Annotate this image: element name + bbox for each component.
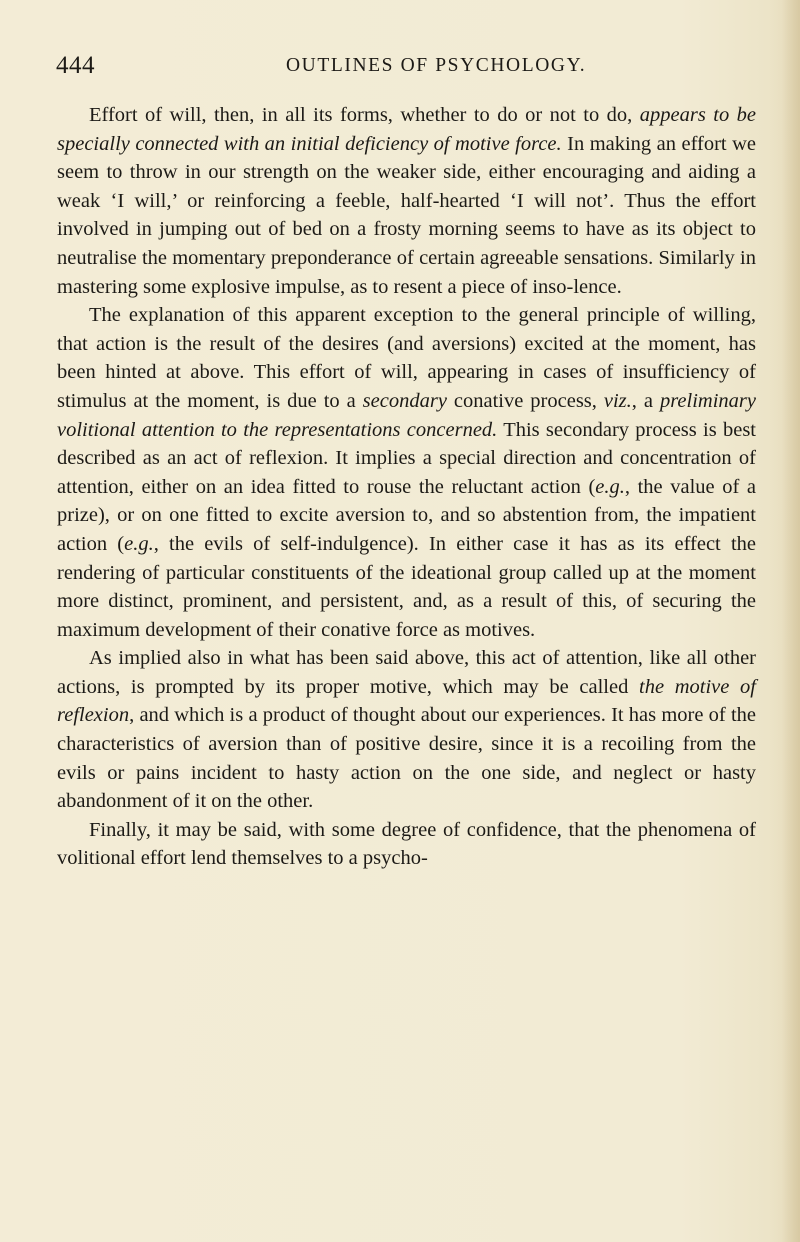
text-span: , a: [631, 389, 660, 412]
text-span: Finally, it may be said, with some degree of confidence, that the phenomena of volitional effort lend themselves to a psycho-: [57, 818, 756, 870]
text-span: In making an effort we seem to throw in our strength on the weaker side, either encouraging and aiding a weak ‘I will,’ or reinforcing a feeble, half-hearted ‘I will not’. Thus the effort involved in jumping out of bed on a frosty morning seems to have as its object to neutralise the momentary preponderance of certain agreeable sensations. Similarly in mastering some explosive impulse, as to resent a piece of inso-lence.: [57, 132, 756, 298]
text-span: The explanation of this apparent exception to the general principle of willing, that action is the result of the desires (and aversions) excited at the moment, has been hinted at above. This effort of will, appearing in cases of insufficiency of stimulus at the moment, is due to a: [57, 304, 756, 412]
italic-text: secondary: [362, 389, 447, 412]
italic-text: viz.: [603, 389, 632, 412]
text-span: Effort of will, then, in all its forms, whether to do or not to do,: [89, 104, 640, 126]
body-text: [57, 101, 756, 873]
page-number: 444: [56, 52, 95, 79]
paragraph: [57, 301, 756, 644]
paragraph: [57, 101, 756, 301]
paragraph: [57, 816, 756, 873]
text-span: This secondary process is best described as an act of reflexion. It implies a special direction and concentration of attention, either on an idea fitted to rouse the reluctant action (: [57, 418, 756, 498]
text-span: conative process,: [446, 389, 604, 412]
text-span: , and which is a product of thought about our experiences. It has more of the characteristics of aversion than of positive desire, since it is a recoiling from the evils or pains incident to hasty action on the one side, and neglect or hasty abandonment of it on the other.: [57, 704, 756, 813]
italic-text: preliminary volitional attention to the representations concerned.: [57, 389, 756, 441]
italic-text: the motive of reflexion: [57, 675, 756, 727]
italic-text: appears to be specially connected with an initial deficiency of motive force.: [57, 104, 756, 155]
italic-text: e.g.: [124, 532, 154, 555]
page-edge-shadow: [782, 0, 800, 1242]
text-span: , the evils of self-indulgence). In either case it has as its effect the rendering of particular constituents of the ideational group called up at the moment more distinct, prominent, and persistent, and, as a result of this, of securing the maximum development of their conative force as motives.: [57, 532, 756, 641]
italic-text: e.g.: [595, 475, 625, 498]
paragraph: [57, 644, 756, 816]
page-header: [56, 52, 756, 84]
running-head: OUTLINES OF PSYCHOLOGY.: [286, 55, 587, 76]
text-span: As implied also in what has been said above, this act of attention, like all other actions, is prompted by its proper motive, which may be called: [57, 647, 756, 698]
text-span: , the value of a prize), or on one fitted to excite aversion to, and so abstention from, the impatient action (: [57, 475, 756, 555]
